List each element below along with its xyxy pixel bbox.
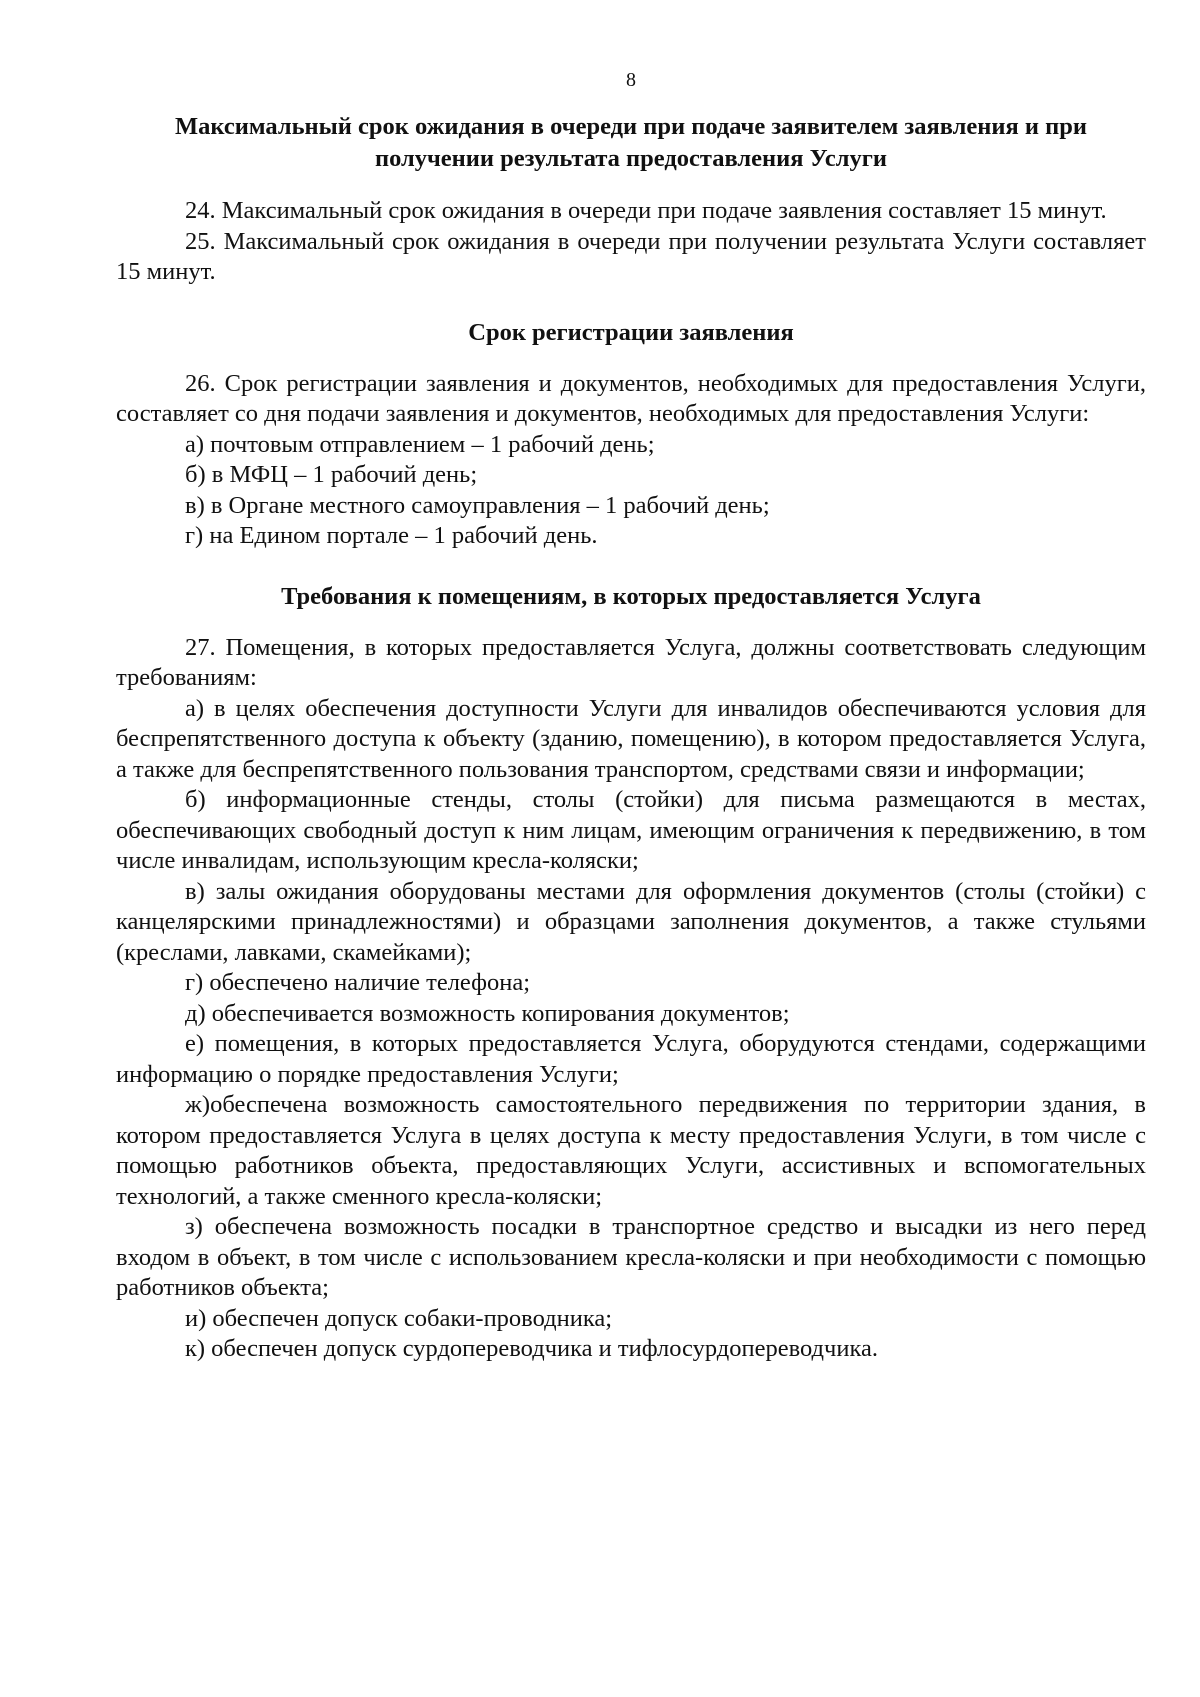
document-page [116,68,1146,1365]
list-item-27c: в) залы ожидания оборудованы местами для оформления документов (столы (стойки) с канцелярскими принадлежностями) и образцами заполнения документов, а также стульями (креслами, лавками, скамейками); [116,877,1146,966]
section-body-registration-time [116,369,1146,552]
list-item-27a: а) в целях обеспечения доступности Услуги для инвалидов обеспечиваются условия для беспрепятственного доступа к объекту (зданию, помещению), в котором предоставляется Услуга, а также для беспрепятственного пользования транспортом, средствами связи и информации; [116,694,1146,783]
paragraph-24: 24. Максимальный срок ожидания в очереди при подаче заявления составляет 15 минут. [185,197,1107,224]
list-item-27d: г) обеспечено наличие телефона; [185,969,531,996]
section-body-premises-requirements [116,633,1146,1365]
list-item-26c: в) в Органе местного самоуправления – 1 рабочий день; [185,491,770,519]
list-item-26a: а) почтовым отправлением – 1 рабочий день; [185,430,655,458]
paragraph-25: 25. Максимальный срок ожидания в очереди при получении результата Услуги составляет 15 минут. [116,227,1146,285]
list-item-27b: б) информационные стенды, столы (стойки) для письма размещаются в местах, обеспечивающих свободный доступ к ним лицам, имеющим ограничения к передвижению, в том числе инвалидам, использующим кресла-коляски; [116,786,1146,874]
section-heading-registration-time: Срок регистрации заявления [468,318,794,346]
list-item-27f: е) помещения, в которых предоставляется Услуга, оборудуются стендами, содержащими информацию о порядке предоставления Услуги; [116,1030,1146,1088]
list-item-26b: б) в МФЦ – 1 рабочий день; [185,461,478,488]
list-item-27g: ж)обеспечена возможность самостоятельного передвижения по территории здания, в котором предоставляется Услуга в целях доступа к месту предоставления Услуги, в том числе с помощью работников объекта, предоставляющих Услуги, ассистивных и вспомогательных технологий, а также сменного кресла-коляски; [116,1091,1146,1210]
section-heading-premises-requirements: Требования к помещениям, в которых предоставляется Услуга [281,582,981,610]
list-item-27h: з) обеспечена возможность посадки в транспортное средство и высадки из него перед входом в объект, в том числе с использованием кресла-коляски и при необходимости с помощью работников объекта; [116,1213,1146,1301]
list-item-27e: д) обеспечивается возможность копирования документов; [185,999,790,1027]
page-number: 8 [626,69,636,91]
paragraph-26: 26. Срок регистрации заявления и документов, необходимых для предоставления Услуги, составляет со дня подачи заявления и документов, необходимых для предоставления Услуги: [116,369,1146,427]
list-item-27j: к) обеспечен допуск сурдопереводчика и тифлосурдопереводчика. [185,1335,878,1362]
section-heading-queue-time: Максимальный срок ожидания в очереди при подаче заявителем заявления и при получении результата предоставления Услуги [174,113,1088,172]
paragraph-27: 27. Помещения, в которых предоставляется Услуга, должны соответствовать следующим требованиям: [116,633,1146,691]
section-body-queue-time [116,196,1146,288]
list-item-26d: г) на Едином портале – 1 рабочий день. [185,522,598,549]
list-item-27i: и) обеспечен допуск собаки-проводника; [185,1304,613,1332]
